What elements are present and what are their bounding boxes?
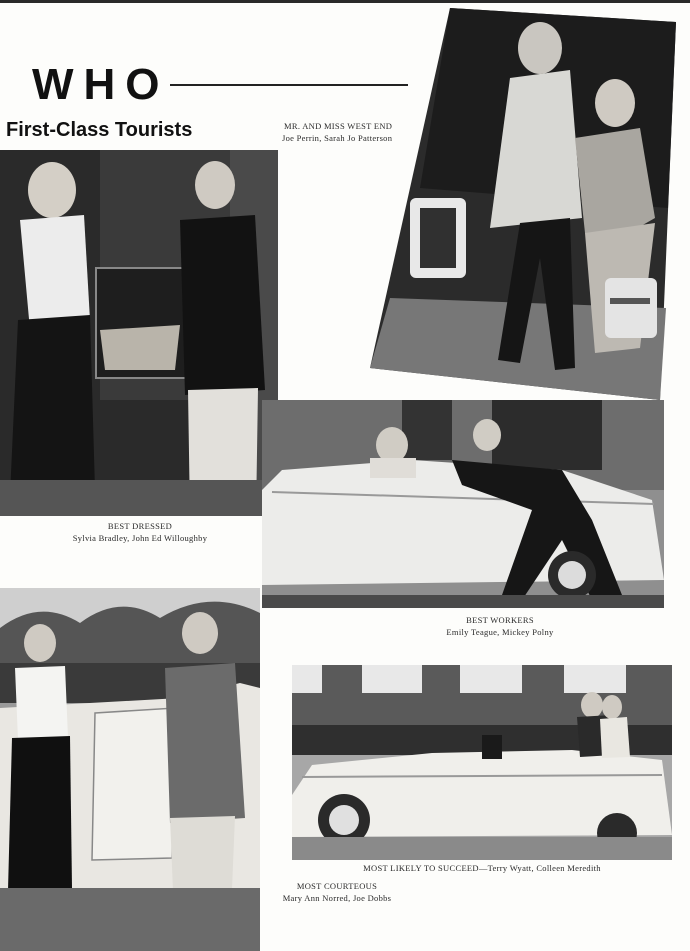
caption-names: Joe Perrin, Sarah Jo Patterson [282,133,393,143]
photo-west-end [370,8,676,400]
photo-most-courteous [0,588,260,951]
caption-most-likely [300,862,664,874]
caption-names: Mary Ann Norred, Joe Dobbs [282,893,392,903]
page-subtitle: First-Class Tourists [6,119,193,141]
photo-best-dressed [0,150,278,516]
caption-title: MR. AND MISS WEST END [284,121,393,131]
caption-best-dressed [30,520,250,544]
page-title: WHO [32,60,170,109]
caption-text: MOST LIKELY TO SUCCEED—Terry Wyatt, Colleen Meredith [363,863,601,873]
caption-title: MOST COURTEOUS [296,881,378,891]
caption-best-workers [400,614,600,638]
caption-title: BEST WORKERS [466,615,534,625]
photo-best-workers [262,400,664,608]
top-border [0,0,690,3]
caption-most-courteous [262,880,412,904]
caption-names: Emily Teague, Mickey Polny [446,627,554,637]
caption-title: BEST DRESSED [107,521,173,531]
photo-most-likely [292,665,672,860]
caption-names: Sylvia Bradley, John Ed Willoughby [72,533,208,543]
